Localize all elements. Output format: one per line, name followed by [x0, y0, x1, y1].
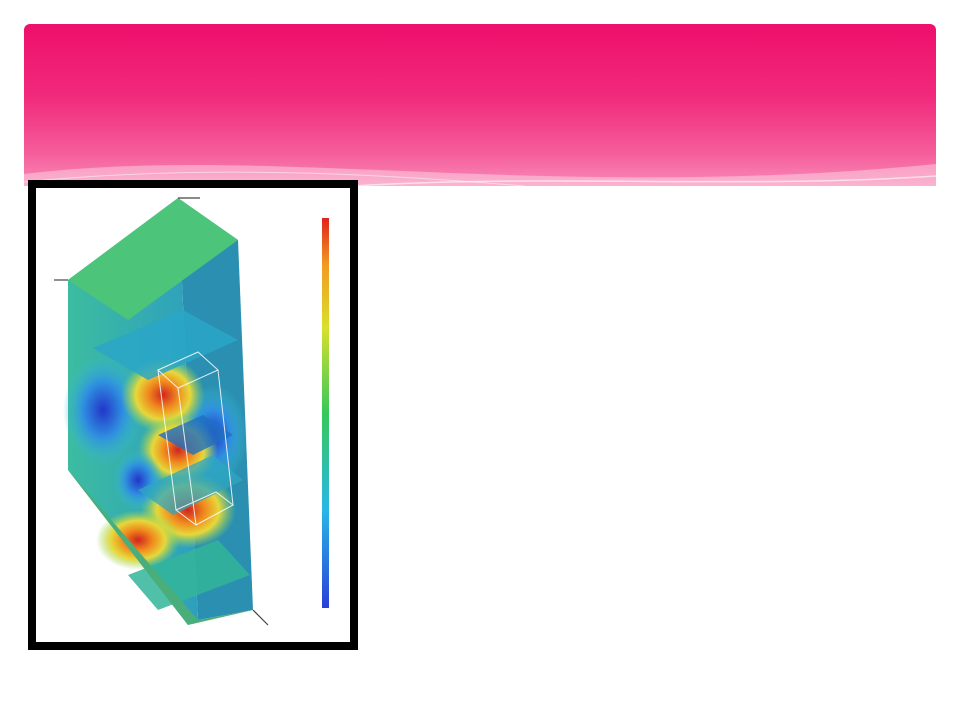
title-banner [24, 24, 936, 186]
color-scale-bar [322, 218, 329, 608]
temperature-simulation-figure [28, 180, 358, 650]
decorative-swoosh [24, 24, 936, 186]
